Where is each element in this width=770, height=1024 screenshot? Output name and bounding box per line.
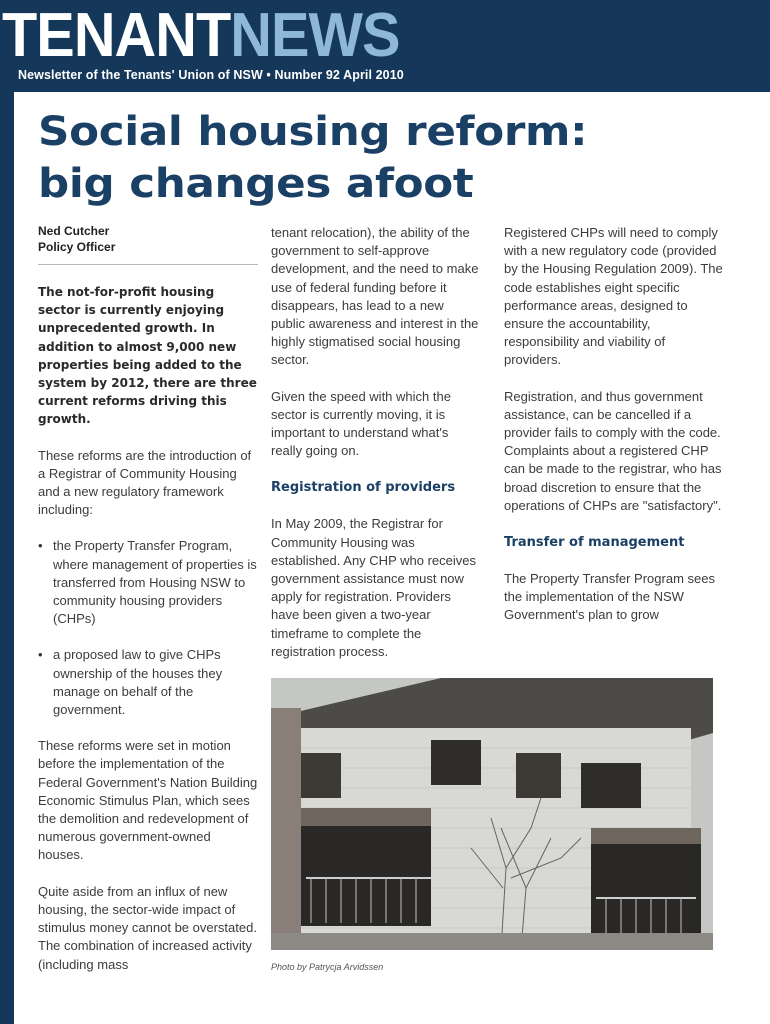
column-2 — [271, 224, 481, 661]
paragraph-property-transfer: The Property Transfer Program sees the implementation of the NSW Government's plan to grow — [504, 571, 715, 623]
paragraph-stimulus-plan: These reforms were set in motion before the implementation of the Federal Government's Nation Building Economic Stimulus Plan, which sees the demolition and redevelopment of numerous government-owned houses. — [38, 738, 258, 863]
headline — [38, 106, 587, 210]
paragraph-registrar: In May 2009, the Registrar for Community Housing was established. Any CHP who receives government assistance must now apply for registration. Providers have been given a two-year timeframe to complete the registration process. — [271, 516, 476, 659]
byline — [38, 224, 258, 265]
masthead — [0, 0, 770, 92]
masthead-subtitle: Newsletter of the Tenants' Union of NSW • Number 92 April 2010 — [18, 68, 404, 82]
author-role: Policy Officer — [38, 239, 116, 254]
paragraph-reforms-intro: These reforms are the introduction of a Registrar of Community Housing and a new regulatory framework including: — [38, 447, 252, 518]
heading-transfer: Transfer of management — [504, 535, 685, 551]
column-1 — [38, 224, 258, 974]
paragraph-speed: Given the speed with which the sector is currently moving, it is important to understand what's really going on. — [271, 388, 451, 459]
heading-registration: Registration of providers — [271, 480, 456, 496]
headline-line-2: big changes afoot — [38, 161, 474, 207]
list-item: • the Property Transfer Program, where management of properties is transferred from Housing NSW to community housing providers (CHPs) — [38, 537, 258, 628]
masthead-title-news: NEWS — [230, 1, 400, 70]
author-name: Ned Cutcher — [38, 224, 110, 238]
paragraph-regulatory-code: Registered CHPs will need to comply with a new regulatory code (provided by the Housing Regulation 2009). The code establishes eight specific performance areas, designed to ensure the accountability, responsibility and viability of providers. — [504, 225, 723, 368]
masthead-title-tenant: TENANT — [2, 1, 231, 70]
paragraph-cancellation: Registration, and thus government assistance, can be cancelled if a provider fails to comply with the code. Complaints about a registered CHP can be made to the registrar, who has broad discretion to ensure that the operations of CHPs are "satisfactory". — [504, 388, 722, 513]
paragraph-sector-impact: Quite aside from an influx of new housing, the sector-wide impact of stimulus money cannot be overstated. The combination of increased activity (including mass — [38, 883, 257, 972]
column-3 — [504, 224, 724, 625]
headline-line-1: Social housing reform: — [38, 109, 588, 155]
article-area — [14, 92, 770, 1024]
housing-photo — [271, 678, 713, 950]
lead-paragraph: The not-for-profit housing sector is currently enjoying unprecedented growth. In addition to almost 9,000 new properties being added to the system by 2012, there are three current reforms driving this growth. — [38, 285, 257, 427]
paragraph-relocation: tenant relocation), the ability of the government to self-approve development, and the need to make use of federal funding before it disappears, has lead to a new public awareness and interest in the highly stigmatised social housing sector. — [271, 225, 479, 368]
list-item: • a proposed law to give CHPs ownership of the houses they manage on behalf of the government. — [38, 646, 258, 719]
masthead-title — [2, 0, 400, 76]
apartment-building-illustration — [271, 678, 713, 950]
photo-caption: Photo by Patrycja Arvidssen — [271, 962, 384, 972]
reforms-list — [38, 537, 258, 719]
